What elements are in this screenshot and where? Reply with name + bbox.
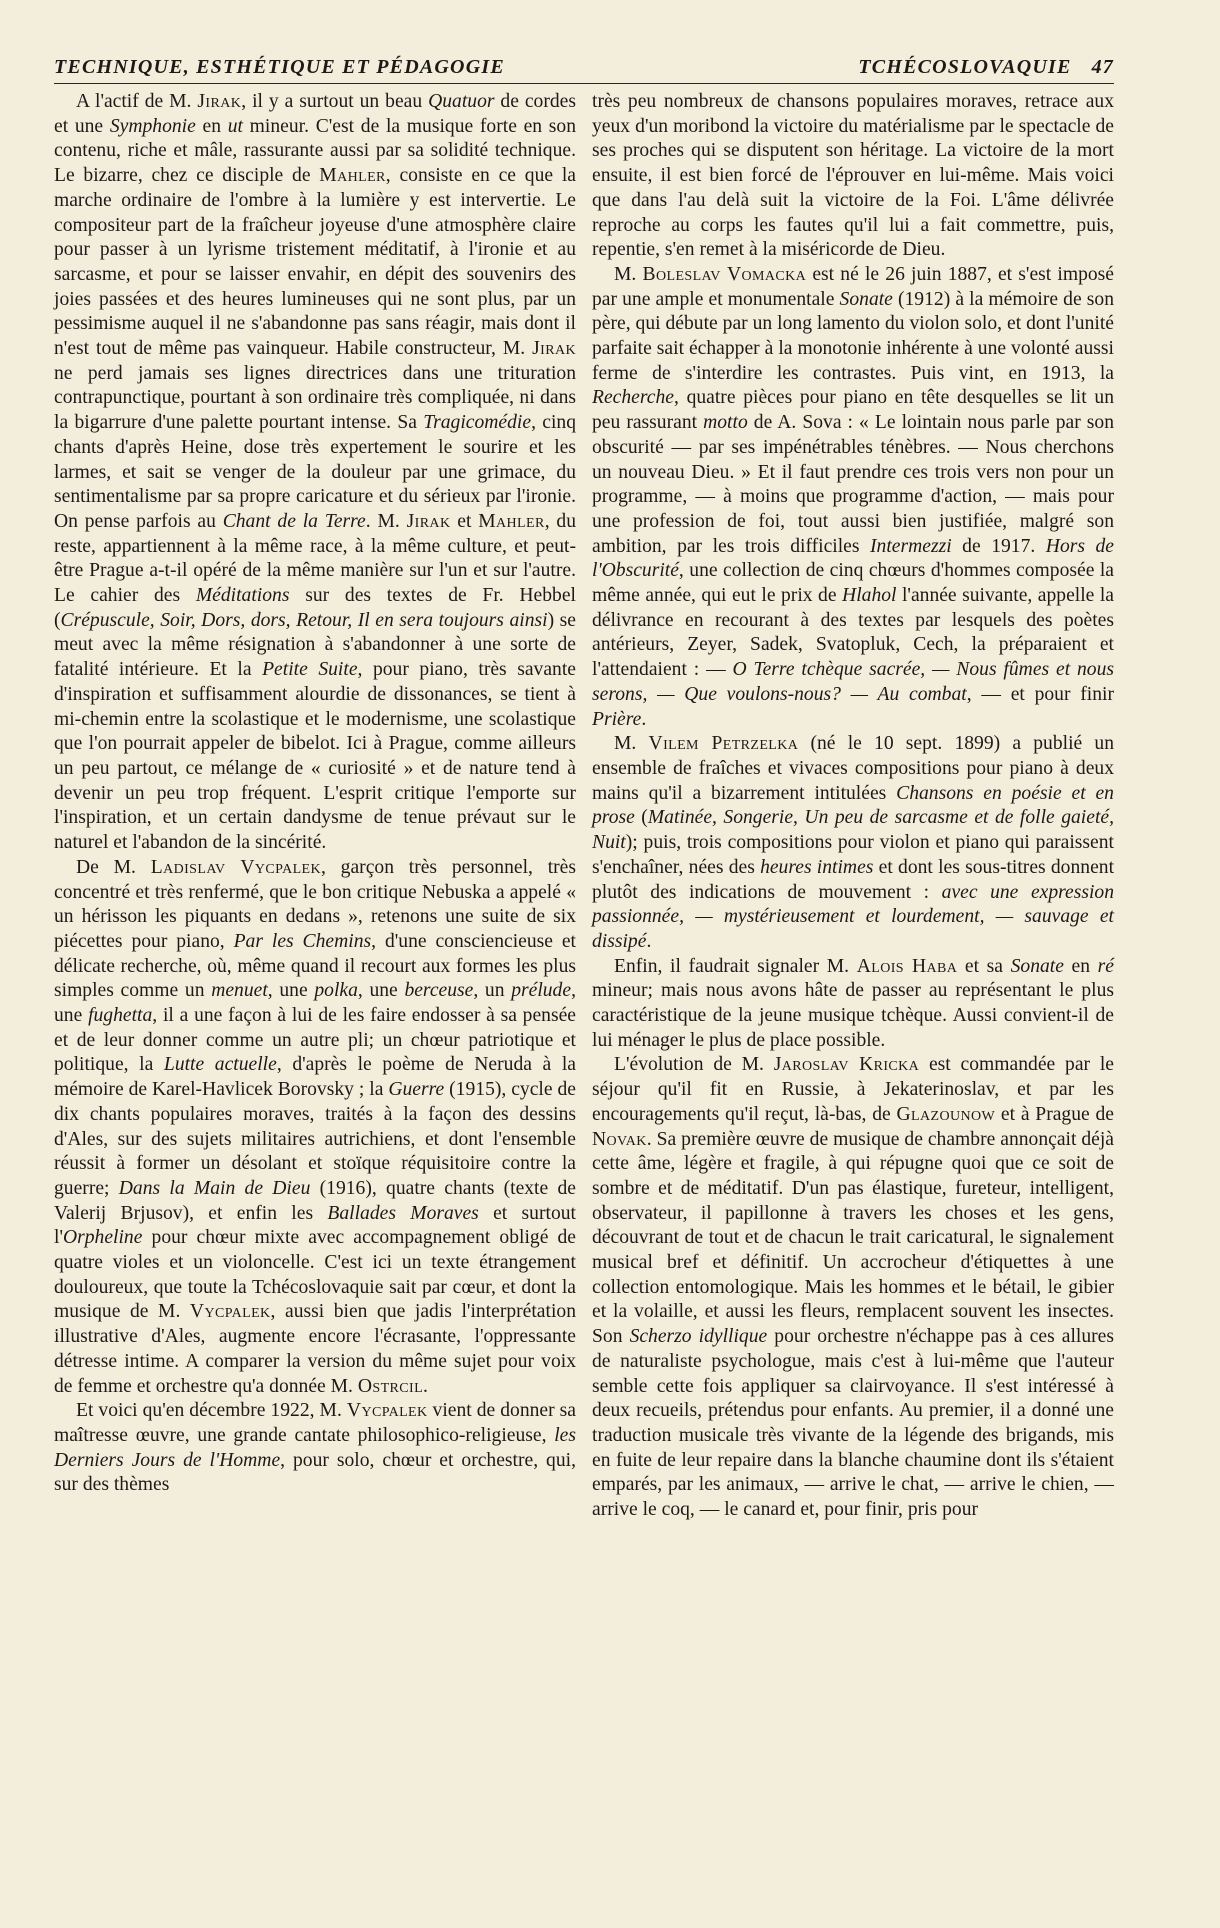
- italic-title: O Terre tchèque sacrée, — Nous fûmes et nous serons, — Que voulons-nous? — Au combat: [592, 659, 1114, 705]
- person-name: Vycpalek: [346, 1400, 428, 1422]
- running-head-right: TCHÉCOSLOVAQUIE: [858, 56, 1072, 78]
- person-name: Jirak: [532, 338, 576, 360]
- italic-title: Par les Chemins: [233, 930, 372, 952]
- italic-title: les Derniers Jours de l'Homme: [54, 1424, 576, 1471]
- paragraph: L'évolution de M. Jaroslav Kricka est commandée par le séjour qu'il fit en Russie, à Jekaterinoslav, et par les encouragements qu'il reçut, là-bas, de Glazounow et à Prague de Novak. Sa première œuvre de musique de chambre annonçait déjà cette âme, légère et fragile, à qui répugne quoi que ce soit de sombre et de méditatif. D'un pas élastique, fureteur, intelligent, observateur, il papillonne à travers les choses et les gens, découvrant de tout et de chacun le trait caricatural, le signalement musical bref et définitif. Un accrocheur d'étiquettes à une collection entomologique. Mais les hommes et le bétail, le gibier et la volaille, et aussi les fleurs, remplacent souvent les insectes. Son Scherzo idyllique pour orchestre n'échappe pas à ces allures de naturaliste psychologue, mais c'est à lui-même que l'auteur semble cette fois appliquer sa clairvoyance. Il s'est intéressé à deux recueils, prétendus pour enfants. Au premier, il a donné une traduction musicale très vivante de la légende des brigands, mis en fuite de leur repaire dans la blanche chaumine dont ils s'étaient emparés, par les animaux, — arrive le chat, — arrive le chien, — arrive le coq, — le canard et, pour finir, pris pour: [592, 1054, 1114, 1521]
- italic-title: berceuse: [404, 980, 474, 1002]
- person-name: Mahler: [478, 510, 545, 532]
- text-columns: [54, 90, 1114, 1523]
- italic-title: Tragicomédie: [423, 412, 532, 434]
- italic-title: heures intimes: [760, 856, 874, 878]
- person-name: Glazounow: [896, 1103, 996, 1125]
- italic-title: Chansons en poésie et en prose: [592, 782, 1114, 829]
- italic-title: Matinée, Songerie, Un peu de sarcasme et de folle gaieté, Nuit: [592, 807, 1114, 854]
- person-name: Ladislav Vycpalek: [150, 856, 321, 878]
- running-head-right-group: [858, 56, 1114, 79]
- italic-title: ut: [227, 115, 243, 137]
- page-number: 47: [1091, 56, 1114, 78]
- italic-title: Crépuscule, Soir, Dors, dors, Retour, Il en sera toujours ainsi: [60, 609, 548, 631]
- italic-title: Hors de l'Obscurité: [592, 535, 1114, 582]
- running-head-left: TECHNIQUE, ESTHÉTIQUE ET PÉDAGOGIE: [54, 56, 505, 78]
- person-name: Alois Haba: [856, 955, 958, 977]
- italic-title: Sonate: [839, 288, 893, 310]
- italic-title: Lutte actuelle: [163, 1054, 277, 1076]
- italic-title: avec une expression passionnée, — mystérieusement et lourdement, — sauvage et dissipé: [592, 881, 1115, 952]
- person-name: Mahler: [319, 165, 386, 187]
- paragraph: M. Vilem Petrzelka (né le 10 sept. 1899) a publié un ensemble de fraîches et vivaces compositions pour piano à deux mains qu'il a bizarrement intitulées Chansons en poésie et en prose (Matinée, Songerie, Un peu de sarcasme et de folle gaieté, Nuit); puis, trois compositions pour violon et piano qui paraissent s'enchaîner, nées des heures intimes et dont les sous-titres donnent plutôt des indications de mouvement : avec une expression passionnée, — mystérieusement et lourdement, — sauvage et dissipé.: [592, 733, 1115, 952]
- left-column: [54, 90, 576, 1523]
- italic-title: Sonate: [1010, 955, 1064, 977]
- paragraph: De M. Ladislav Vycpalek, garçon très personnel, très concentré et très renfermé, que le bon critique Nebuska a appelé « un hérisson les piquants en dedans », retenons une suite de six piécettes pour piano, Par les Chemins, d'une consciencieuse et délicate recherche, où, même quand il recourt aux formes les plus simples comme un menuet, une polka, une berceuse, un prélude, une fughetta, il a une façon à lui de les faire endosser à sa pensée et de leur donner comme un autre pli; un chœur patriotique et politique, la Lutte actuelle, d'après le poème de Neruda à la mémoire de Karel-Havlicek Borovsky ; la Guerre (1915), cycle de dix chants populaires moraves, traités à la façon des dessins d'Ales, sur des sujets militaires autrichiens, et dont l'ensemble réussit à former un désolant et stoïque réquisitoire contre la guerre; Dans la Main de Dieu (1916), quatre chants (texte de Valerij Brjusov), et enfin les Ballades Moraves et surtout l'Orpheline pour chœur mixte avec accompagnement obligé de quatre violes et un violoncelle. C'est ici un texte étrangement douloureux, que toute la Tchécoslovaquie sait par cœur, et dont la musique de M. Vycpalek, aussi bien que jadis l'interprétation illustrative d'Ales, augmente encore l'écrasante, l'oppressante détresse intime. A comparer la version du même sujet pour voix de femme et orchestre qu'a donnée M. Ostrcil.: [54, 856, 577, 1397]
- italic-title: Orpheline: [62, 1227, 143, 1249]
- italic-title: Recherche: [592, 387, 674, 409]
- person-name: Vycpalek: [189, 1301, 271, 1323]
- person-name: Jaroslav Kricka: [773, 1054, 920, 1076]
- person-name: Ostrcil: [357, 1375, 424, 1397]
- italic-title: Scherzo idyllique: [629, 1326, 768, 1348]
- person-name: Novak: [592, 1128, 647, 1150]
- paragraph: Enfin, il faudrait signaler M. Alois Haba et sa Sonate en ré mineur; mais nous avons hâte de passer au représentant le plus caractéristique de la jeune musique tchèque. Aussi convient-il de lui ménager le plus de place possible.: [592, 955, 1114, 1051]
- running-head: [54, 56, 1114, 84]
- italic-title: Dans la Main de Dieu: [118, 1177, 311, 1199]
- person-name: Jirak: [406, 510, 451, 532]
- italic-title: Prière: [592, 708, 642, 730]
- paragraph: M. Boleslav Vomacka est né le 26 juin 1887, et s'est imposé par une ample et monumentale Sonate (1912) à la mémoire de son père, qui débute par un long lamento du violon solo, et dont l'unité parfaite sait échapper à la monotonie inhérente à une volonté aussi ferme de s'interdire les contrastes. Puis vint, en 1913, la Recherche, quatre pièces pour piano en tête desquelles se lit un peu rassurant motto de A. Sova : « Le lointain nous parle par son obscurité — par ses impénétrables ténèbres. — Nous cherchons un nouveau Dieu. » Et il faut prendre ces trois vers non pour un programme, — à moins que programme d'action, — mais pour une profession de foi, tout aussi bien justifiée, malgré son ambition, par les trois difficiles Intermezzi de 1917. Hors de l'Obscurité, une collection de cinq chœurs d'hommes composée la même année, qui eut le prix de Hlahol l'année suivante, appelle la délivrance en recourant à des textes par lesquels des poètes antérieurs, Zeyer, Sadek, Svatopluk, Cech, la préparaient et l'attendaient : — O Terre tchèque sacrée, — Nous fûmes et nous serons, — Que voulons-nous? — Au combat, — et pour finir Prière.: [592, 263, 1114, 730]
- person-name: Vilem Petrzelka: [648, 733, 799, 755]
- italic-title: fughetta: [88, 1005, 153, 1027]
- italic-title: prélude: [511, 980, 572, 1002]
- italic-title: Hlahol: [842, 585, 897, 607]
- italic-title: polka: [314, 980, 358, 1002]
- italic-title: Intermezzi: [870, 535, 952, 557]
- paragraph: Et voici qu'en décembre 1922, M. Vycpalek vient de donner sa maîtresse œuvre, une grande cantate philosophico-religieuse, les Derniers Jours de l'Homme, pour solo, chœur et orchestre, qui, sur des thèmes: [54, 1400, 576, 1496]
- italic-title: Ballades Moraves: [327, 1202, 479, 1224]
- italic-title: motto: [703, 412, 748, 434]
- person-name: Jirak: [197, 91, 242, 112]
- italic-title: Chant de la Terre: [222, 510, 366, 532]
- italic-title: Guerre: [388, 1079, 445, 1101]
- italic-title: Petite Suite: [262, 659, 358, 681]
- paragraph-continued: très peu nombreux de chansons populaires moraves, retrace aux yeux d'un moribond la victoire du matérialisme par le spectacle de ses proches qui se disputent son héritage. La victoire de la mort ensuite, il est bien forcé de l'éprouver en lui-même. Mais voici que dans l'au delà suit la victoire de la Foi. L'âme délivrée reproche au corps les fautes qu'il lui a fait commettre, puis, repentie, s'en remet à la miséricorde de Dieu.: [592, 91, 1114, 261]
- italic-title: ré: [1097, 955, 1114, 977]
- person-name: Boleslav Vomacka: [642, 263, 807, 285]
- italic-title: Méditations: [195, 585, 290, 607]
- paragraph: A l'actif de M. Jirak, il y a surtout un beau Quatuor de cordes et une Symphonie en ut mineur. C'est de la musique forte en son contenu, riche et mâle, rassurante aussi par sa solidité technique. Le bizarre, chez ce disciple de Mahler, consiste en ce que la marche ordinaire de l'ombre à la lumière y est intervertie. Le compositeur part de la fraîcheur joyeuse d'une atmosphère claire pour passer à un lyrisme tristement méditatif, à l'ironie et au sarcasme, et pour se laisser envahir, en dépit des souvenirs des joies passées et des heures lumineuses qui ne sont plus, par un pessimisme auquel il ne s'abandonne pas sans réagir, mais dont il n'est tout de même pas vainqueur. Habile constructeur, M. Jirak ne perd jamais ses lignes directrices dans une trituration contrapunctique, pourtant à son ordinaire très compliquée, ni dans la bigarrure d'une palette pourtant intense. Sa Tragicomédie, cinq chants d'après Heine, dose très expertement le sourire et les larmes, et sait se venger de la douleur par une grimace, du sentimentalisme par sa propre caricature et du sérieux par l'ironie. On pense parfois au Chant de la Terre. M. Jirak et Mahler, du reste, appartiennent à la même race, à la même culture, et peut-être Prague a-t-il opéré de la même manière sur l'un et sur l'autre. Le cahier des Méditations sur des textes de Fr. Hebbel (Crépuscule, Soir, Dors, dors, Retour, Il en sera toujours ainsi) se meut avec la même résignation à s'abandonner à une sorte de fatalité intérieure. Et la Petite Suite, pour piano, très savante d'inspiration et suffisamment alourdie de dissonances, se tient à mi-chemin entre la scolastique et le modernisme, une scolastique que l'on pourrait appeler de bibelot. Ici à Prague, comme ailleurs un peu partout, ce mélange de « curiosité » et de nature tend à devenir un peu trop fréquent. L'esprit critique l'emporte sur l'inspiration, et un certain dandysme de tenue prévaut sur le naturel et l'abandon de la sincérité.: [54, 91, 577, 854]
- italic-title: Symphonie: [109, 115, 196, 137]
- italic-title: Quatuor: [428, 91, 495, 112]
- right-column: [592, 90, 1114, 1523]
- italic-title: menuet: [211, 980, 268, 1002]
